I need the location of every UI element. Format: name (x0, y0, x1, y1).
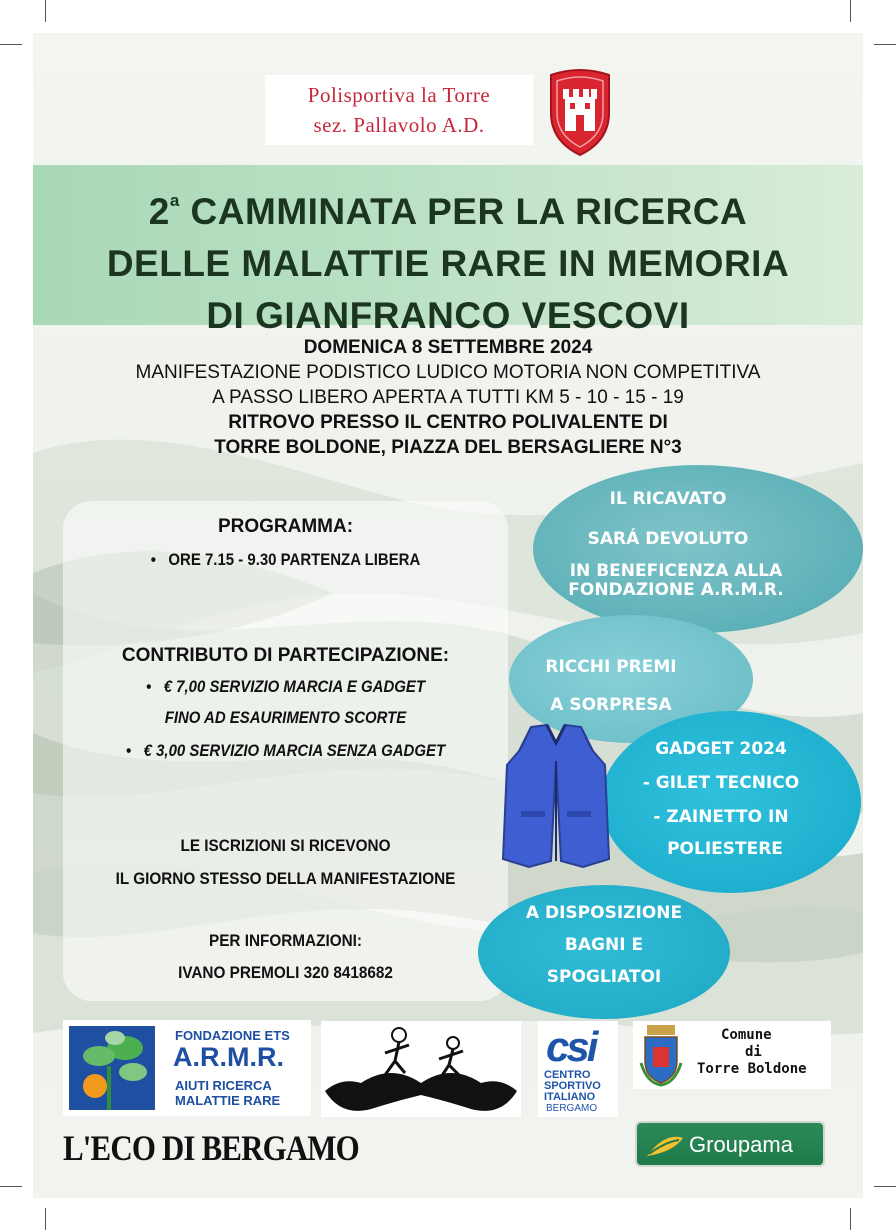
groupama-leaf-icon (645, 1130, 685, 1160)
gadget-line: POLIESTERE (667, 839, 783, 859)
registration-line-2: IL GIORNO STESSO DELLA MANIFESTAZIONE (115, 869, 456, 888)
crop-mark (850, 1208, 851, 1230)
armr-logo (63, 1020, 311, 1116)
gadget-line: GADGET 2024 (655, 739, 787, 759)
csi-line: SPORTIVO (544, 1080, 601, 1092)
facilities-line: BAGNI E (564, 935, 644, 955)
crop-mark (0, 1186, 22, 1187)
proceeds-line: IN BENEFICENZA ALLA (569, 561, 783, 581)
title-line-1: 2$^a$ CAMMINATA PER LA RICERCA (148, 191, 748, 232)
gadget-bubble (601, 711, 861, 893)
csi-line: BERGAMO (546, 1103, 598, 1114)
crop-mark (874, 44, 896, 45)
flyer (33, 33, 863, 1198)
contribution-note: FINO AD ESAURIMENTO SCORTE (164, 708, 407, 727)
eco-di-bergamo-logo: L'ECO DI BERGAMO (63, 1128, 359, 1168)
tower-shield-icon (545, 67, 615, 157)
csi-line: CENTRO (544, 1069, 591, 1081)
csi-logo (538, 1021, 618, 1117)
gadget-line: - GILET TECNICO (642, 773, 800, 793)
mustache-logo (321, 1021, 521, 1117)
armr-line: MALATTIE RARE (175, 1093, 281, 1108)
info-heading: PER INFORMAZIONI: (209, 931, 362, 950)
org-section: sez. Pallavolo A.D. (313, 113, 485, 137)
proceeds-line: IL RICAVATO (609, 489, 727, 509)
csi-line: ITALIANO (544, 1091, 596, 1103)
program-item: • ORE 7.15 - 9.30 PARTENZA LIBERA (150, 550, 421, 569)
meeting-point: RITROVO PRESSO IL CENTRO POLIVALENTE DI (228, 412, 668, 433)
csi-mark-icon: csi (546, 1023, 596, 1070)
facilities-line: SPOGLIATOI (546, 967, 662, 987)
armr-tree-icon (69, 1026, 155, 1110)
prizes-line: A SORPRESA (550, 695, 672, 715)
meeting-address: TORRE BOLDONE, PIAZZA DEL BERSAGLIERE N°3 (214, 437, 682, 458)
groupama-name: Groupama (689, 1132, 793, 1157)
event-date: DOMENICA 8 SETTEMBRE 2024 (303, 337, 593, 358)
comune-line: Torre Boldone (697, 1061, 807, 1077)
armr-name: A.R.M.R. (173, 1042, 284, 1072)
facilities-bubble (478, 885, 730, 1019)
armr-line: AIUTI RICERCA (175, 1078, 272, 1093)
coat-of-arms-icon (637, 1023, 685, 1087)
contribution-heading: CONTRIBUTO DI PARTECIPAZIONE: (121, 645, 450, 666)
info-contact: IVANO PREMOLI 320 8418682 (178, 963, 393, 982)
mustache-runners-icon (321, 1021, 521, 1117)
event-distances: A PASSO LIBERO APERTA A TUTTI KM 5 - 10 - 15 - 19 (212, 387, 684, 408)
comune-logo (633, 1021, 831, 1089)
comune-line: di (745, 1044, 762, 1060)
program-heading: PROGRAMMA: (217, 516, 354, 537)
gadget-line: - ZAINETTO IN (653, 807, 789, 827)
title-line-2: DELLE MALATTIE RARE IN MEMORIA (106, 243, 790, 284)
contribution-item: • € 3,00 SERVIZIO MARCIA SENZA GADGET (125, 741, 446, 760)
registration-line-1: LE ISCRIZIONI SI RICEVONO (180, 836, 391, 855)
event-info (33, 335, 863, 460)
armr-line: FONDAZIONE ETS (175, 1028, 290, 1043)
proceeds-line: SARÁ DEVOLUTO (587, 529, 749, 549)
crop-mark (45, 1208, 46, 1230)
groupama-logo (635, 1121, 825, 1167)
comune-line: Comune (721, 1027, 772, 1043)
proceeds-line: FONDAZIONE A.R.M.R. (568, 580, 784, 600)
contribution-item: • € 7,00 SERVIZIO MARCIA E GADGET (145, 677, 426, 696)
org-logo (265, 75, 533, 145)
crop-mark (45, 0, 46, 22)
crop-mark (0, 44, 22, 45)
proceeds-bubble (533, 465, 863, 633)
crop-mark (850, 0, 851, 22)
title-line-3: DI GIANFRANCO VESCOVI (206, 295, 690, 336)
facilities-line: A DISPOSIZIONE (525, 903, 683, 923)
prizes-line: RICCHI PREMI (545, 657, 677, 677)
vest-icon (501, 721, 611, 871)
crop-mark (874, 1186, 896, 1187)
org-name: Polisportiva la Torre (307, 83, 491, 107)
event-description: MANIFESTAZIONE PODISTICO LUDICO MOTORIA NON COMPETITIVA (135, 362, 761, 383)
event-title (33, 175, 863, 342)
